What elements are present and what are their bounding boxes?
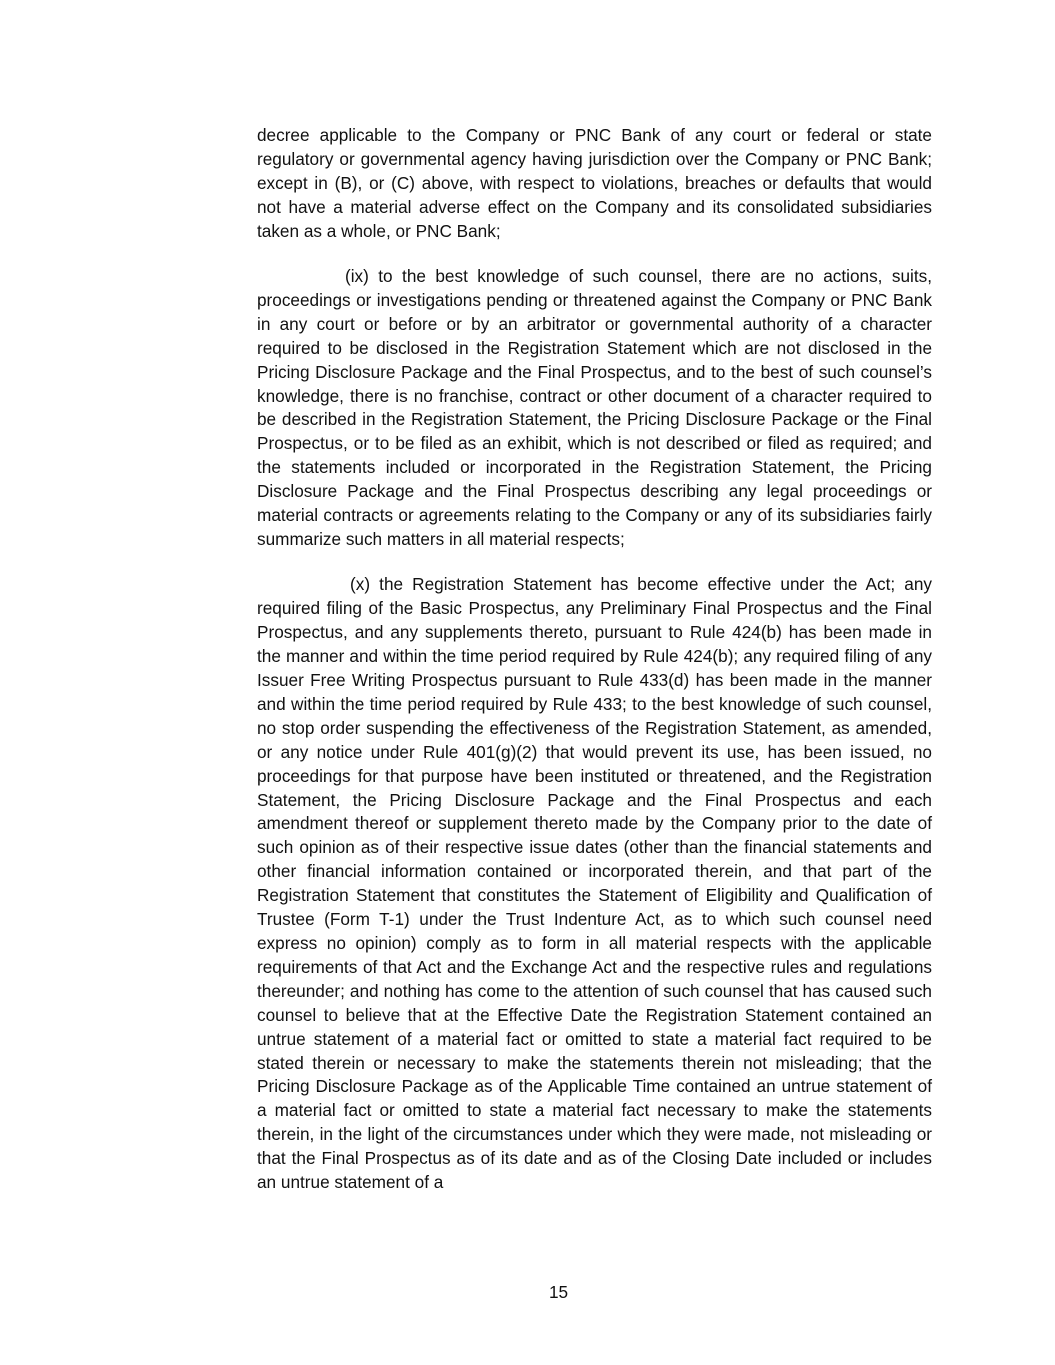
body-text: [257, 124, 932, 1195]
paragraph-continuation: decree applicable to the Company or PNC Bank of any court or federal or state regulatory or governmental agency having jurisdiction over the Company or PNC Bank; except in (B), or (C) above, with respect to violations, breaches or defaults that would not have a material adverse effect on the Company and its consolidated subsidiaries taken as a whole, or PNC Bank;: [257, 125, 932, 241]
paragraph-x: (x) the Registration Statement has become effective under the Act; any required filing of the Basic Prospectus, any Preliminary Final Prospectus and the Final Prospectus, and any supplements thereto, pursuant to Rule 424(b) has been made in the manner and within the time period required by Rule 424(b); any required filing of any Issuer Free Writing Prospectus pursuant to Rule 433(d) has been made in the manner and within the time period required by Rule 433; to the best knowledge of such counsel, no stop order suspending the effectiveness of the Registration Statement, as amended, or any notice under Rule 401(g)(2) that would prevent its use, has been issued, no proceedings for that purpose have been instituted or threatened, and the Registration Statement, the Pricing Disclosure Package and the Final Prospectus and each amendment thereof or supplement thereto made by the Company prior to the date of such opinion as of their respective issue dates (other than the financial statements and other financial information contained or incorporated therein, and that part of the Registration Statement that constitutes the Statement of Eligibility and Qualification of Trustee (Form T-1) under the Trust Indenture Act, as to which such counsel need express no opinion) comply as to form in all material respects with the applicable requirements of that Act and the Exchange Act and the respective rules and regulations thereunder; and nothing has come to the attention of such counsel that has caused such counsel to believe that at the Effective Date the Registration Statement contained an untrue statement of a material fact or omitted to state a material fact required to be stated therein or necessary to make the statements therein not misleading; that the Pricing Disclosure Package as of the Applicable Time contained an untrue statement of a material fact or omitted to state a material fact necessary to make the statements therein, in the light of the circumstances under which they were made, not misleading or that the Final Prospectus as of its date and as of the Closing Date included or includes an untrue statement of a: [257, 574, 932, 1193]
page-number: 15: [548, 1282, 569, 1302]
paragraph-ix: (ix) to the best knowledge of such counsel, there are no actions, suits, proceedings or investigations pending or threatened against the Company or PNC Bank in any court or before or by an arbitrator or governmental authority of a character required to be disclosed in the Registration Statement which are not disclosed in the Pricing Disclosure Package and the Final Prospectus, and to the best of such counsel’s knowledge, there is no franchise, contract or other document of a character required to be described in the Registration Statement, the Pricing Disclosure Package or the Final Prospectus, or to be filed as an exhibit, which is not described or filed as required; and the statements included or incorporated in the Registration Statement, the Pricing Disclosure Package and the Final Prospectus describing any legal proceedings or material contracts or agreements relating to the Company or any of its subsidiaries fairly summarize such matters in all material respects;: [257, 266, 932, 549]
